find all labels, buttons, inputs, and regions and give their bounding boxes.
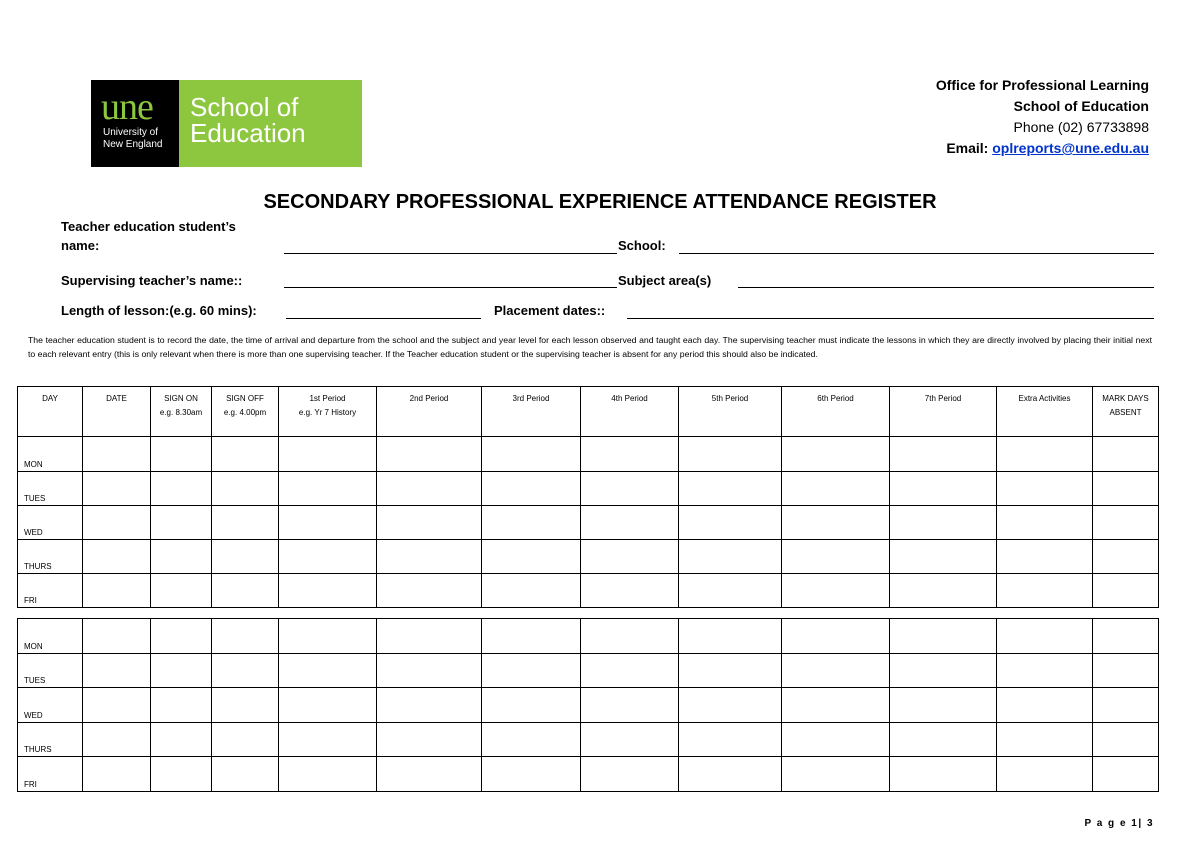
entry-cell[interactable] — [151, 723, 212, 757]
entry-cell[interactable] — [1093, 757, 1159, 792]
table-row-week1-tues — [18, 472, 1159, 506]
entry-cell[interactable] — [151, 506, 212, 540]
entry-cell[interactable] — [782, 619, 890, 654]
header-label-line2: ABSENT — [1109, 408, 1142, 417]
entry-cell[interactable] — [679, 540, 782, 574]
entry-cell[interactable] — [482, 540, 581, 574]
day-label: MON — [18, 619, 83, 654]
entry-cell[interactable] — [151, 688, 212, 723]
entry-cell[interactable] — [279, 654, 377, 688]
header-label: SIGN ON — [164, 394, 198, 403]
header-label: 1st Period — [309, 394, 346, 403]
day-label: TUES — [18, 654, 83, 688]
attendance-table-week2 — [17, 618, 1159, 792]
table-header-row — [18, 387, 1159, 437]
entry-cell[interactable] — [890, 619, 997, 654]
header-sign-off — [212, 387, 279, 437]
entry-cell[interactable] — [581, 506, 679, 540]
header-label: 2nd Period — [409, 394, 449, 403]
entry-cell[interactable] — [212, 472, 279, 506]
day-label: THURS — [18, 723, 83, 757]
entry-cell[interactable] — [997, 506, 1093, 540]
supervising-teacher-field[interactable] — [284, 287, 617, 288]
header-period-3 — [482, 387, 581, 437]
header-example: e.g. 4.00pm — [223, 408, 267, 417]
school-label: School: — [618, 238, 666, 253]
table-row-week2-wed — [18, 688, 1159, 723]
entry-cell[interactable] — [1093, 540, 1159, 574]
supervising-teacher-label: Supervising teacher’s name:: — [61, 273, 243, 288]
header-label: SIGN OFF — [226, 394, 264, 403]
header-period-4 — [581, 387, 679, 437]
header-period-2 — [377, 387, 482, 437]
entry-cell[interactable] — [83, 506, 151, 540]
entry-cell[interactable] — [377, 757, 482, 792]
page-footer: P a g e 1| 3 — [1084, 818, 1154, 829]
entry-cell[interactable] — [997, 574, 1093, 608]
header-label: DAY — [42, 394, 58, 403]
entry-cell[interactable] — [377, 506, 482, 540]
entry-cell[interactable] — [151, 757, 212, 792]
page-label: P a g e — [1084, 818, 1128, 829]
entry-cell[interactable] — [782, 506, 890, 540]
header-label: 4th Period — [611, 394, 648, 403]
entry-cell[interactable] — [890, 723, 997, 757]
entry-cell[interactable] — [151, 472, 212, 506]
entry-cell[interactable] — [782, 472, 890, 506]
entry-cell[interactable] — [151, 437, 212, 472]
entry-cell[interactable] — [212, 757, 279, 792]
entry-cell[interactable] — [1093, 654, 1159, 688]
entry-cell[interactable] — [679, 574, 782, 608]
entry-cell[interactable] — [782, 654, 890, 688]
entry-cell[interactable] — [212, 723, 279, 757]
table-row-week1-wed — [18, 506, 1159, 540]
day-label: FRI — [18, 757, 83, 792]
entry-cell[interactable] — [679, 688, 782, 723]
header-period-5 — [679, 387, 782, 437]
header-period-1 — [279, 387, 377, 437]
entry-cell[interactable] — [1093, 619, 1159, 654]
day-label: WED — [18, 506, 83, 540]
entry-cell[interactable] — [1093, 574, 1159, 608]
entry-cell[interactable] — [377, 574, 482, 608]
table-row-week2-mon — [18, 619, 1159, 654]
entry-cell[interactable] — [482, 437, 581, 472]
entry-cell[interactable] — [997, 437, 1093, 472]
entry-cell[interactable] — [151, 540, 212, 574]
entry-cell[interactable] — [279, 757, 377, 792]
entry-cell[interactable] — [212, 688, 279, 723]
entry-cell[interactable] — [377, 619, 482, 654]
entry-cell[interactable] — [212, 574, 279, 608]
entry-cell[interactable] — [679, 723, 782, 757]
office-email-row — [936, 138, 1149, 159]
entry-cell[interactable] — [890, 506, 997, 540]
entry-cell[interactable] — [679, 472, 782, 506]
entry-cell[interactable] — [279, 723, 377, 757]
header-label: DATE — [106, 394, 127, 403]
entry-cell[interactable] — [1093, 723, 1159, 757]
header-label: 5th Period — [711, 394, 749, 403]
school-name-line2: Education — [190, 118, 306, 148]
entry-cell[interactable] — [212, 506, 279, 540]
entry-cell[interactable] — [83, 472, 151, 506]
email-label: Email: — [946, 140, 993, 156]
office-phone: Phone (02) 67733898 — [1013, 119, 1149, 135]
entry-cell[interactable] — [679, 654, 782, 688]
entry-cell[interactable] — [151, 574, 212, 608]
email-link[interactable]: oplreports@une.edu.au — [992, 140, 1149, 156]
entry-cell[interactable] — [279, 574, 377, 608]
entry-cell[interactable] — [890, 688, 997, 723]
lesson-length-field[interactable] — [286, 318, 481, 319]
entry-cell[interactable] — [782, 574, 890, 608]
attendance-table-week1 — [17, 386, 1159, 608]
entry-cell[interactable] — [997, 540, 1093, 574]
entry-cell[interactable] — [679, 757, 782, 792]
entry-cell[interactable] — [679, 437, 782, 472]
entry-cell[interactable] — [581, 757, 679, 792]
header-example: e.g. Yr 7 History — [298, 408, 357, 417]
une-logo-mark — [91, 80, 179, 167]
entry-cell[interactable] — [1093, 437, 1159, 472]
header-period-7 — [890, 387, 997, 437]
entry-cell[interactable] — [581, 472, 679, 506]
header-mark-days-absent — [1093, 387, 1159, 437]
entry-cell[interactable] — [279, 506, 377, 540]
header-label: Extra Activities — [1018, 394, 1071, 403]
entry-cell[interactable] — [482, 654, 581, 688]
entry-cell[interactable] — [151, 619, 212, 654]
entry-cell[interactable] — [377, 723, 482, 757]
entry-cell[interactable] — [997, 688, 1093, 723]
table-row-week2-tues — [18, 654, 1159, 688]
entry-cell[interactable] — [482, 574, 581, 608]
une-subtitle — [103, 127, 162, 151]
entry-cell[interactable] — [890, 540, 997, 574]
entry-cell[interactable] — [782, 757, 890, 792]
page-number: 1 — [1131, 818, 1139, 829]
page-title: SECONDARY PROFESSIONAL EXPERIENCE ATTENDANCE REGISTER — [263, 191, 937, 213]
entry-cell[interactable] — [581, 540, 679, 574]
entry-cell[interactable] — [377, 688, 482, 723]
header-day — [18, 387, 83, 437]
entry-cell[interactable] — [581, 688, 679, 723]
entry-cell[interactable] — [482, 723, 581, 757]
table-row-week1-mon — [18, 437, 1159, 472]
entry-cell[interactable] — [890, 472, 997, 506]
entry-cell[interactable] — [782, 688, 890, 723]
entry-cell[interactable] — [151, 654, 212, 688]
page-total: 3 — [1146, 818, 1154, 829]
day-label: FRI — [18, 574, 83, 608]
day-label: MON — [18, 437, 83, 472]
office-name: Office for Professional Learning — [935, 77, 1149, 93]
entry-cell[interactable] — [997, 654, 1093, 688]
entry-cell[interactable] — [1093, 472, 1159, 506]
header-example: e.g. 8.30am — [159, 408, 203, 417]
entry-cell[interactable] — [1093, 506, 1159, 540]
une-subtitle-line2: New England — [103, 139, 163, 150]
entry-cell[interactable] — [83, 723, 151, 757]
entry-cell[interactable] — [279, 619, 377, 654]
header-extra-activities — [997, 387, 1093, 437]
office-school: School of Education — [1013, 98, 1149, 114]
school-logo-panel — [179, 80, 362, 167]
header-label: 3rd Period — [512, 394, 550, 403]
entry-cell[interactable] — [482, 619, 581, 654]
day-label: WED — [18, 688, 83, 723]
entry-cell[interactable] — [279, 688, 377, 723]
entry-cell[interactable] — [581, 654, 679, 688]
entry-cell[interactable] — [212, 654, 279, 688]
entry-cell[interactable] — [83, 437, 151, 472]
une-subtitle-line1: University of — [103, 127, 159, 138]
student-name-label — [61, 217, 236, 255]
school-name — [190, 94, 306, 146]
student-name-label-line2: name: — [61, 238, 100, 253]
subject-area-label: Subject area(s) — [618, 273, 712, 288]
entry-cell[interactable] — [83, 574, 151, 608]
table-row-week2-fri — [18, 757, 1159, 792]
entry-cell[interactable] — [679, 619, 782, 654]
instructions-text: The teacher education student is to record the date, the time of arrival and departure from the school and the subject and year level for each lesson observed and taught each day. The supervising teacher must indicate the lessons in which they are directly involved by placing their initial next to each relevant entry (this is only relevant when there is more than one supervising teacher. If the Teacher education student or the supervising teacher is absent for any period this should also be indicated. — [28, 335, 1152, 359]
entry-cell[interactable] — [83, 619, 151, 654]
placement-dates-field[interactable] — [627, 318, 1154, 319]
header-label: MARK DAYS — [1102, 394, 1149, 403]
header-sign-on — [151, 387, 212, 437]
entry-cell[interactable] — [279, 472, 377, 506]
entry-cell[interactable] — [482, 506, 581, 540]
entry-cell[interactable] — [212, 540, 279, 574]
entry-cell[interactable] — [83, 654, 151, 688]
student-name-label-line1: Teacher education student’s — [61, 219, 236, 234]
entry-cell[interactable] — [581, 619, 679, 654]
office-contact — [936, 75, 1149, 159]
entry-cell[interactable] — [377, 540, 482, 574]
entry-cell[interactable] — [279, 437, 377, 472]
entry-cell[interactable] — [377, 472, 482, 506]
table-row-week2-thurs — [18, 723, 1159, 757]
table-row-week1-fri — [18, 574, 1159, 608]
entry-cell[interactable] — [482, 688, 581, 723]
entry-cell[interactable] — [212, 619, 279, 654]
entry-cell[interactable] — [782, 437, 890, 472]
entry-cell[interactable] — [581, 723, 679, 757]
entry-cell[interactable] — [997, 619, 1093, 654]
entry-cell[interactable] — [782, 540, 890, 574]
table-row-week1-thurs — [18, 540, 1159, 574]
entry-cell[interactable] — [482, 472, 581, 506]
entry-cell[interactable] — [377, 437, 482, 472]
entry-cell[interactable] — [997, 723, 1093, 757]
header-period-6 — [782, 387, 890, 437]
une-wordmark: une — [101, 86, 153, 128]
entry-cell[interactable] — [997, 757, 1093, 792]
subject-area-field[interactable] — [738, 287, 1154, 288]
entry-cell[interactable] — [377, 654, 482, 688]
entry-cell[interactable] — [83, 757, 151, 792]
entry-cell[interactable] — [782, 723, 890, 757]
entry-cell[interactable] — [890, 757, 997, 792]
student-name-field[interactable] — [284, 253, 617, 254]
placement-dates-label: Placement dates:: — [494, 303, 606, 318]
entry-cell[interactable] — [83, 688, 151, 723]
entry-cell[interactable] — [997, 472, 1093, 506]
school-field[interactable] — [679, 253, 1154, 254]
header-label: 6th Period — [817, 394, 854, 403]
entry-cell[interactable] — [890, 574, 997, 608]
une-logo — [91, 80, 362, 167]
day-label: TUES — [18, 472, 83, 506]
entry-cell[interactable] — [581, 437, 679, 472]
entry-cell[interactable] — [890, 654, 997, 688]
header-label: 7th Period — [924, 394, 962, 403]
entry-cell[interactable] — [890, 437, 997, 472]
entry-cell[interactable] — [679, 506, 782, 540]
day-label: THURS — [18, 540, 83, 574]
entry-cell[interactable] — [581, 574, 679, 608]
header-date — [83, 387, 151, 437]
entry-cell[interactable] — [279, 540, 377, 574]
entry-cell[interactable] — [83, 540, 151, 574]
entry-cell[interactable] — [212, 437, 279, 472]
entry-cell[interactable] — [1093, 688, 1159, 723]
school-name-line1: School of — [190, 92, 299, 122]
entry-cell[interactable] — [482, 757, 581, 792]
lesson-length-label: Length of lesson:(e.g. 60 mins): — [61, 303, 257, 318]
